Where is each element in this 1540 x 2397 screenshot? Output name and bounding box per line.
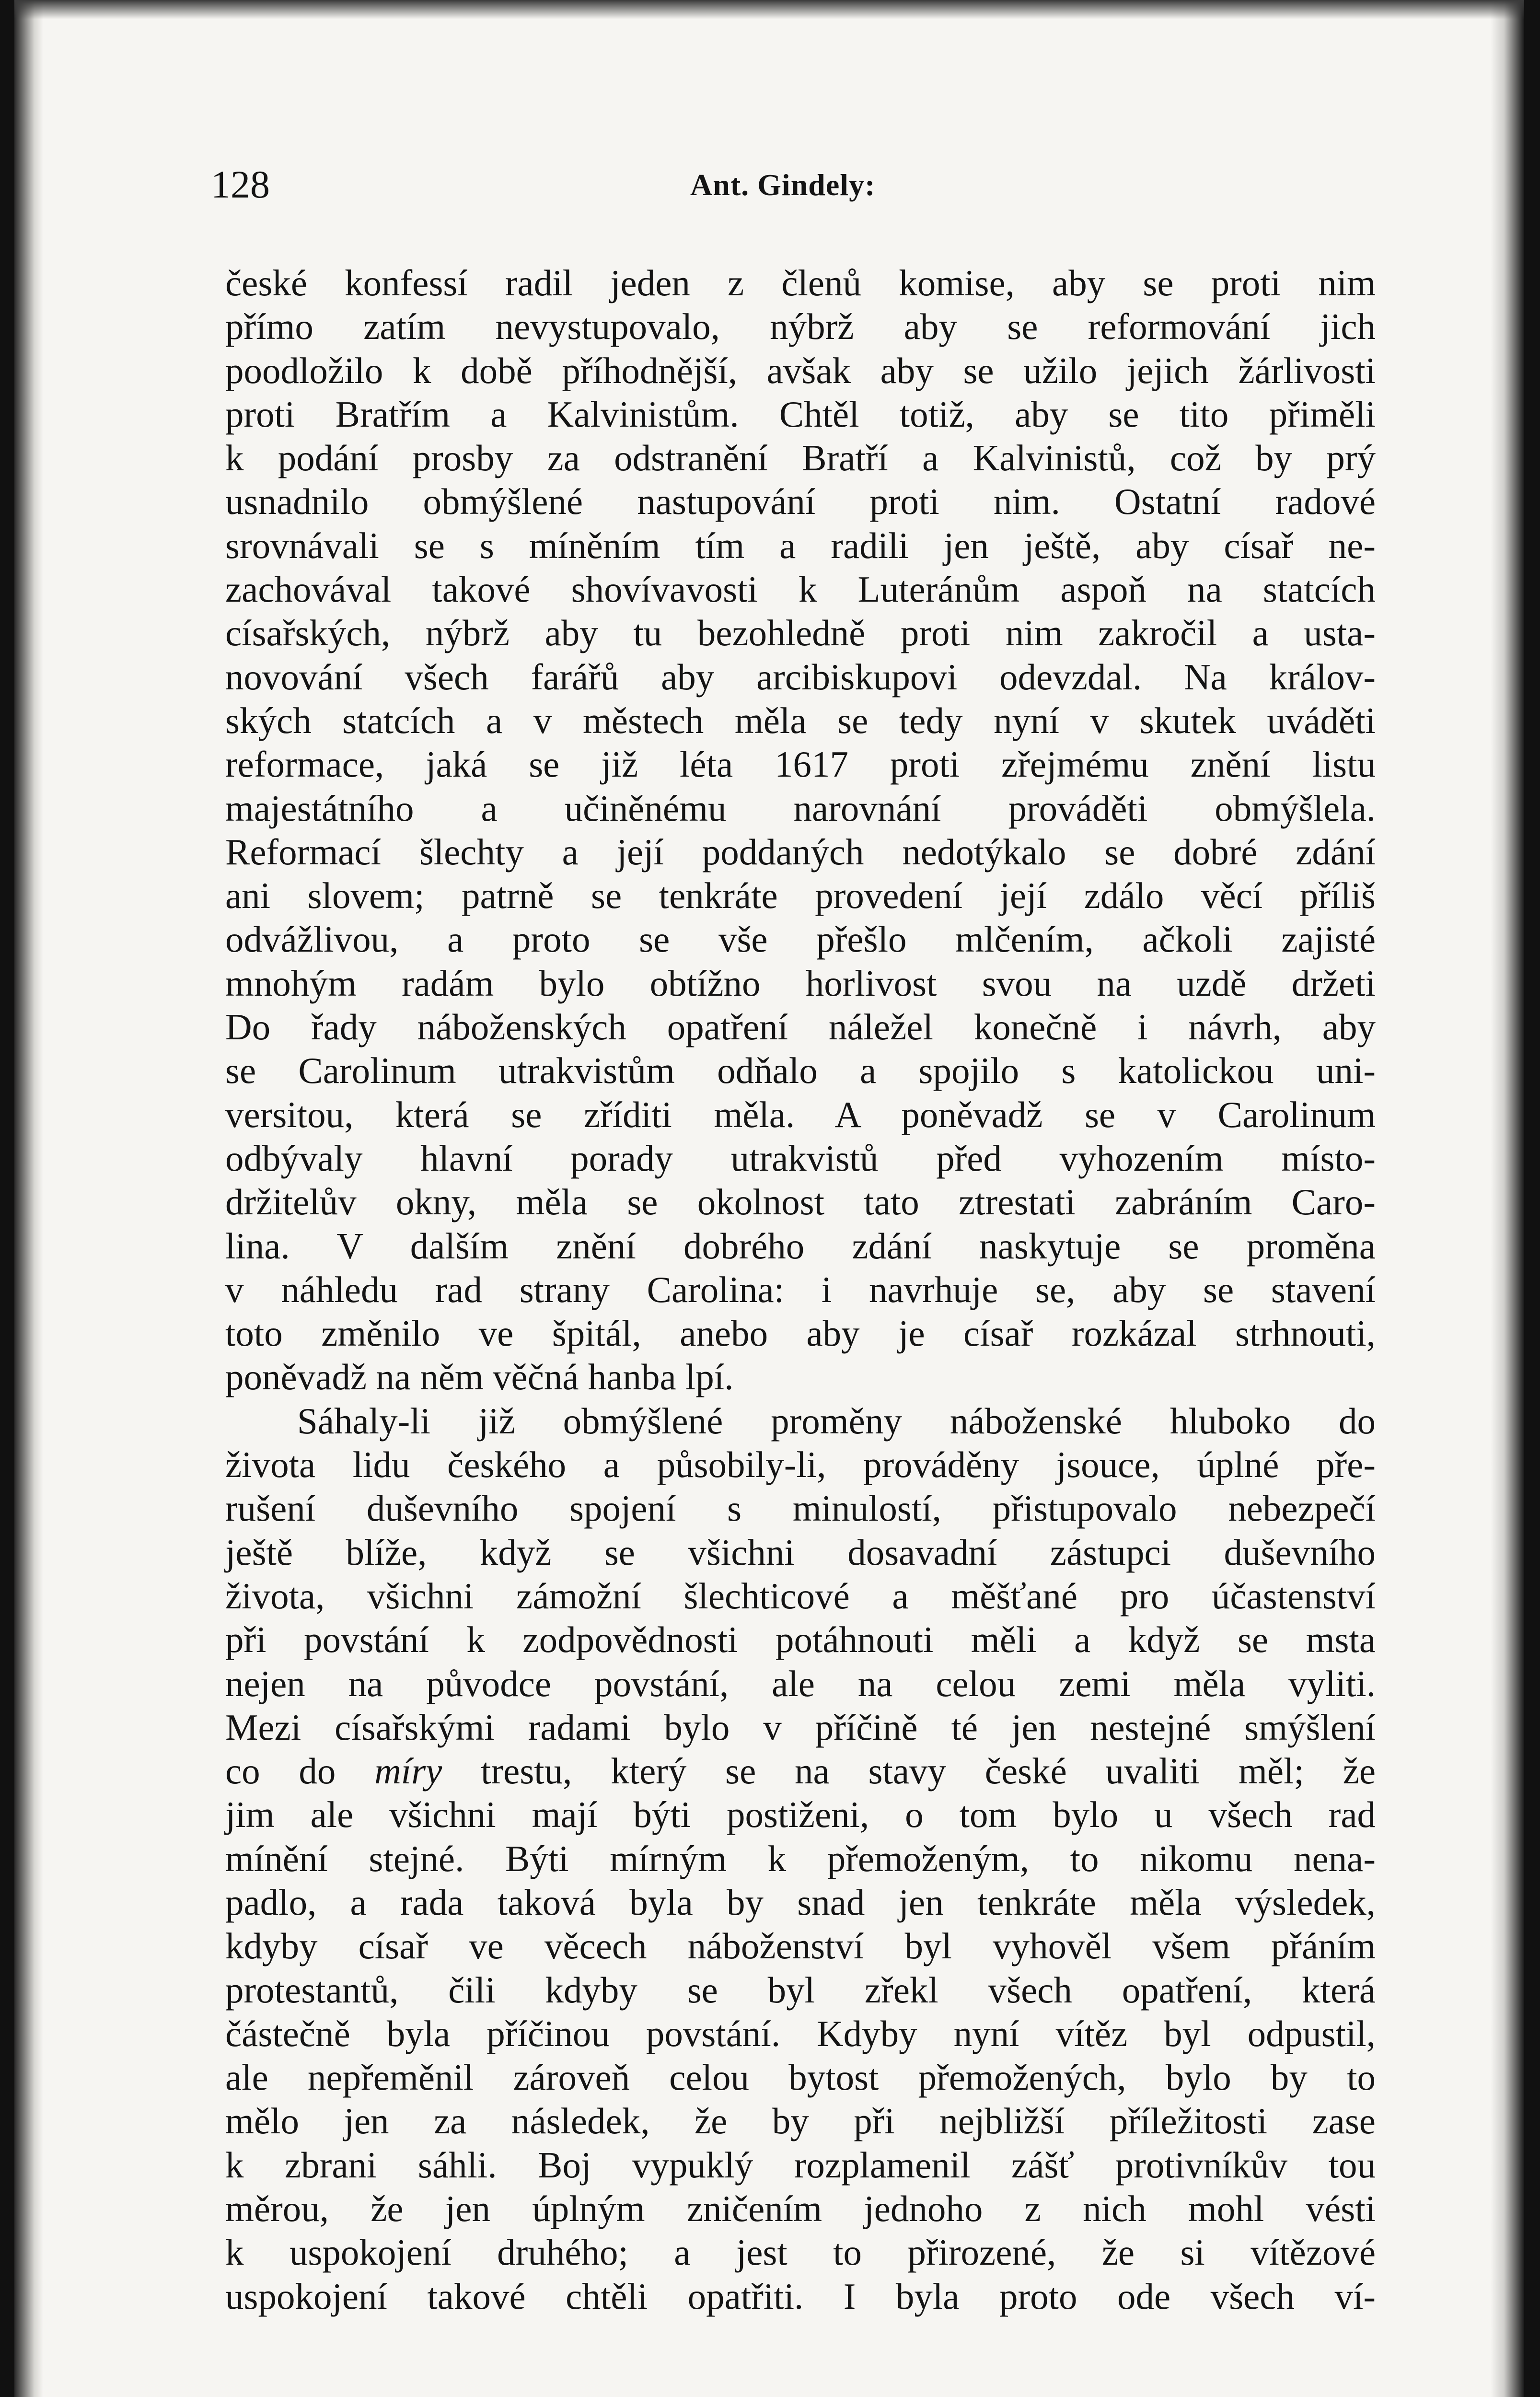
text-line: poodložilo k době příhodnější, avšak aby se užilo jejich žárlivosti xyxy=(225,349,1376,391)
text-line: usnadnilo obmýšlené nastupování proti nim. Ostatní radové xyxy=(225,481,1376,523)
text-line: Mezi císařskými radami bylo v příčině té jen nestejné smýšlení xyxy=(225,1706,1376,1748)
text-line: srovnávali se s míněním tím a radili jen ještě, aby císař ne- xyxy=(225,524,1376,566)
text-line: k podání prosby za odstranění Bratří a Kalvinistů, což by prý xyxy=(225,437,1376,479)
text-line: protestantů, čili kdyby se byl zřekl všech opatření, která xyxy=(225,1969,1376,2011)
text-line: císařských, nýbrž aby tu bezohledně proti nim zakročil a usta- xyxy=(225,612,1376,654)
text-line: mělo jen za následek, že by při nejbližší příležitosti zase xyxy=(225,2100,1376,2142)
text-line: jim ale všichni mají býti postiženi, o tom bylo u všech rad xyxy=(225,1794,1376,1836)
text-line: novování všech farářů aby arcibiskupovi odevzdal. Na králov- xyxy=(225,656,1376,698)
text-line-with-italic: co do míry trestu, který se na stavy české uvaliti měl; že xyxy=(225,1750,1376,1792)
text-line: mnohým radám bylo obtížno horlivost svou na uzdě držeti xyxy=(225,962,1376,1004)
text-line: zachovával takové shovívavosti k Luteránům aspoň na statcích xyxy=(225,569,1376,610)
text-line: rušení duševního spojení s minulostí, přistupovalo nebezpečí xyxy=(225,1488,1376,1529)
text-line: uspokojení takové chtěli opatřiti. I byla proto ode všech ví- xyxy=(225,2275,1376,2317)
text-line: částečně byla příčinou povstání. Kdyby nyní vítěz byl odpustil, xyxy=(225,2013,1376,2054)
text-line: české konfessí radil jeden z členů komise, aby se proti nim xyxy=(225,262,1376,303)
text-line: proti Bratřím a Kalvinistům. Chtěl totiž, aby se tito přiměli xyxy=(225,393,1376,435)
page-top-edge-shadow xyxy=(14,0,1524,19)
text-line: při povstání k zodpovědnosti potáhnouti měli a když se msta xyxy=(225,1619,1376,1661)
page-number: 128 xyxy=(211,163,270,206)
text-line: ských statcích a v městech měla se tedy nyní v skutek uváděti xyxy=(225,699,1376,741)
text-line: přímo zatím nevystupovalo, nýbrž aby se reformování jich xyxy=(225,306,1376,348)
text-line: lina. V dalším znění dobrého zdání naskytuje se proměna xyxy=(225,1225,1376,1267)
paragraph-last-line: poněvadž na něm věčná hanba lpí. xyxy=(225,1356,734,1398)
text-line: držitelův okny, měla se okolnost tato ztrestati zabráním Caro- xyxy=(225,1181,1376,1223)
text-line: k uspokojení druhého; a jest to přirozené, že si vítězové xyxy=(225,2232,1376,2273)
text-line: ale nepřeměnil zároveň celou bytost přemožených, bylo by to xyxy=(225,2057,1376,2098)
text-line: ani slovem; patrně se tenkráte provedení její zdálo věcí příliš xyxy=(225,875,1376,917)
text-line: Do řady náboženských opatření náležel konečně i návrh, aby xyxy=(225,1006,1376,1048)
text-line: mínění stejné. Býti mírným k přemoženým, to nikomu nena- xyxy=(225,1838,1376,1879)
paragraph-first-line: Sáhaly-li již obmýšlené proměny náboženské hluboko do xyxy=(297,1400,1376,1442)
page-right-edge-shadow xyxy=(1491,0,1524,2397)
text-line: života, všichni zámožní šlechticové a měšťané pro účastenství xyxy=(225,1575,1376,1617)
text-line: života lidu českého a působily-li, prováděny jsouce, úplné pře- xyxy=(225,1444,1376,1486)
text-line: měrou, že jen úplným zničením jednoho z nich mohl vésti xyxy=(225,2188,1376,2230)
text-line: padlo, a rada taková byla by snad jen tenkráte měla výsledek, xyxy=(225,1881,1376,1923)
body-text xyxy=(225,261,1376,2318)
text-line: kdyby císař ve věcech náboženství byl vyhověl všem přáním xyxy=(225,1925,1376,1967)
text-line: ještě blíže, když se všichni dosavadní zástupci duševního xyxy=(225,1531,1376,1573)
page-left-edge-shadow xyxy=(14,0,43,2397)
text-line: odbývaly hlavní porady utrakvistů před vyhozením místo- xyxy=(225,1137,1376,1179)
text-line: versitou, která se zříditi měla. A poněvadž se v Carolinum xyxy=(225,1094,1376,1135)
running-head xyxy=(211,158,1376,211)
header-author: Ant. Gindely: xyxy=(690,168,876,202)
text-line: se Carolinum utrakvistům odňalo a spojilo s katolickou uni- xyxy=(225,1050,1376,1092)
text-line: majestátního a učiněnému narovnání prováděti obmýšlela. xyxy=(225,787,1376,829)
text-line: Reformací šlechty a její poddaných nedotýkalo se dobré zdání xyxy=(225,831,1376,873)
text-line: nejen na původce povstání, ale na celou zemi měla vyliti. xyxy=(225,1663,1376,1704)
text-line: toto změnilo ve špitál, anebo aby je císař rozkázal strhnouti, xyxy=(225,1313,1376,1354)
text-line: reformace, jaká se již léta 1617 proti zřejmému znění listu xyxy=(225,744,1376,785)
text-line: odvážlivou, a proto se vše přešlo mlčením, ačkoli zajisté xyxy=(225,919,1376,960)
text-line: v náhledu rad strany Carolina: i navrhuje se, aby se stavení xyxy=(225,1268,1376,1310)
text-line: k zbrani sáhli. Boj vypuklý rozplamenil zášť protivníkův tou xyxy=(225,2144,1376,2186)
italic-word: míry xyxy=(374,1750,442,1792)
